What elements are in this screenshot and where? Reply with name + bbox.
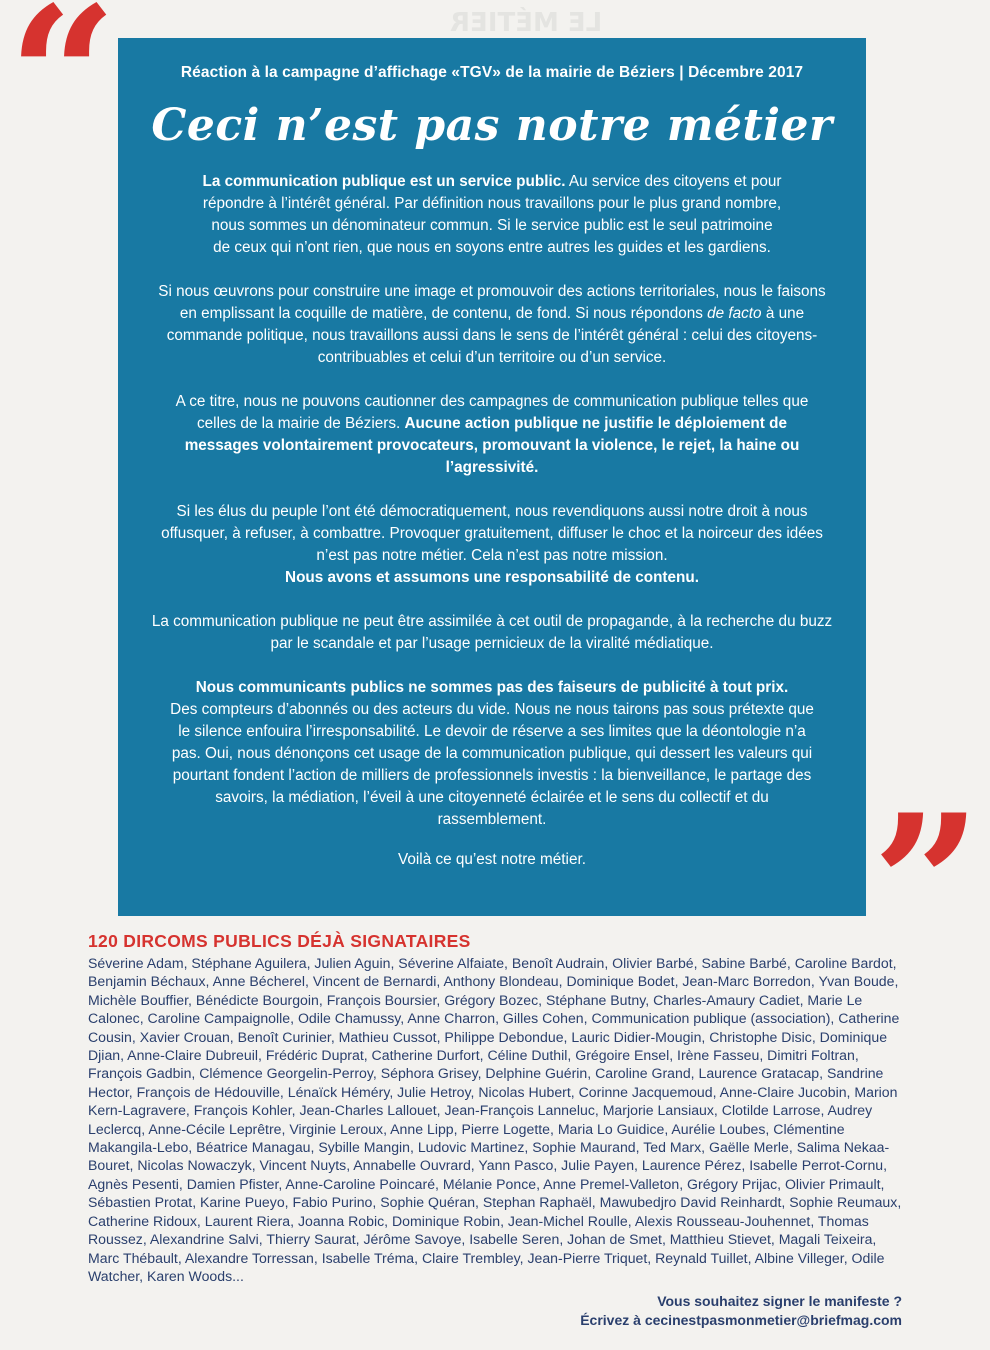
paragraph-1 bbox=[142, 171, 842, 259]
call-to-action bbox=[580, 1292, 902, 1330]
paragraph-5: La communication publique ne peut être assimilée à cet outil de propagande, à la recherche du buzz par le scandale et par l’usage pernicieux de la viralité médiatique. bbox=[151, 613, 833, 652]
paragraph-2-text-b: à une commande politique, nous travaillons aussi dans le sens de l’intérêt général : celui des citoyens-contribuables et celui d’un territoire ou d’un service. bbox=[166, 305, 818, 366]
manifesto-panel bbox=[118, 38, 866, 916]
signatories-list: Séverine Adam, Stéphane Aguilera, Julien Aguin, Séverine Alfaiate, Benoît Audrain, Olivier Barbé, Sabine Barbé, Caroline Bardot, Benjamin Béchaux, Anne Bécherel, Vincent de Bernardi, Anthony Blondeau, Dominique Bodet, Jean-Marc Borredon, Yvan Boude, Michèle Bouffier, Bénédicte Bourgoin, François Boursier, Grégory Bozec, Stéphane Butny, Charles-Amaury Cadiet, Marie Le Calonec, Caroline Campaignolle, Odile Chamussy, Anne Charron, Gilles Cohen, Communication publique (association), Catherine Cousin, Xavier Crouan, Benoît Curinier, Mathieu Cussot, Philippe Debondue, Lauric Didier-Mougin, Christophe Disic, Dominique Djian, Anne-Claire Dubreuil, Frédéric Duprat, Catherine Durfort, Céline Duthil, Grégoire Ensel, Irène Fasseu, Dimitri Foltran, François Gadbin, Clémence Georgelin-Perroy, Séphora Grisey, Delphine Guérin, Caroline Grand, Laurence Gratacap, Sandrine Hector, François de Hédouville, Lénaïck Héméry, Julie Hetroy, Nicolas Hubert, Corinne Jacquemoud, Anne-Claire Jucobin, Marion Kern-Lagravere, François Kohler, Jean-Charles Lallouet, Jean-François Lanneluc, Marjorie Lansiaux, Clotilde Larrose, Audrey Leclercq, Anne-Cécile Leprêtre, Virginie Leroux, Anne Lipp, Pierre Logette, Maria Lo Guidice, Aurélie Loubes, Clémentine Makangila-Lebo, Béatrice Managau, Sybille Mangin, Ludovic Martinez, Sophie Maurand, Ted Marx, Gaëlle Merle, Salima Nekaa-Bouret, Nicolas Nowaczyk, Vincent Nuyts, Annabelle Ouvrard, Yann Pasco, Julie Payen, Laurence Pérez, Isabelle Perrot-Cornu, Agnès Pesenti, Damien Pfister, Anne-Caroline Poincaré, Mélanie Ponce, Anne Premel-Valleton, Grégory Prijac, Olivier Primault, Sébastien Protat, Karine Pueyo, Fabio Purino, Sophie Quéran, Stephan Raphaël, Mawubedjro David Reinhardt, Sophie Reumaux, Catherine Ridoux, Laurent Riera, Joanna Robic, Dominique Robin, Jean-Michel Roulle, Alexis Rousseau-Jouhennet, Thomas Roussez, Alexandrine Salvi, Thierry Saurat, Jérôme Savoye, Isabelle Seren, Johan de Smet, Matthieu Stievet, Magali Teixeira, Marc Thébault, Alexandre Torressan, Isabelle Tréma, Claire Trembley, Jean-Pierre Triquet, Reynald Tuillet, Albine Villeger, Odile Watcher, Karen Woods... bbox=[88, 955, 902, 1284]
cta-email[interactable]: Écrivez à cecinestpasmonmetier@briefmag.com bbox=[580, 1312, 902, 1328]
paragraph-1-text: Au service des citoyens et pour répondre à l’intérêt général. Par définition nous travaillons pour le plus grand nombre, nous sommes un dénominateur commun. Si le service public est le seul patrimoine de ceux qui n’ont rien, que nous en soyons entre autres les guides et les gardiens. bbox=[202, 173, 782, 256]
paragraph-3-bold: Aucune action publique ne justifie le déploiement de messages volontairement provocateurs, promouvant la violence, le rejet, la haine ou l’agressivité. bbox=[184, 415, 800, 476]
paragraph-2 bbox=[142, 281, 842, 369]
paragraph-2-italic: de facto bbox=[707, 305, 762, 322]
cta-question: Vous souhaitez signer le manifeste ? bbox=[657, 1293, 902, 1309]
paragraph-3-text: A ce titre, nous ne pouvons cautionner des campagnes de communication publique telles que celles de la mairie de Béziers. bbox=[175, 393, 809, 432]
panel-subtitle: Réaction à la campagne d’affichage «TGV» de la mairie de Béziers | Décembre 2017 bbox=[180, 64, 804, 81]
signatories-heading: 120 DIRCOMS PUBLICS DÉJÀ SIGNATAIRES bbox=[88, 931, 471, 951]
open-quote-mark: “ bbox=[8, 0, 118, 188]
paragraph-6-bold: Nous communicants publics ne sommes pas des faiseurs de publicité à tout prix. bbox=[195, 679, 789, 696]
close-quote-mark: ” bbox=[872, 773, 982, 996]
paragraph-6-text: Des compteurs d’abonnés ou des acteurs du vide. Nous ne nous tairons pas sous prétexte que le silence enfouira l’irresponsabilité. Le devoir de réserve a ses limites que la déontologie n’a pas. Oui, nous dénonçons cet usage de la communication publique, qui dessert les valeurs qui pourtant fondent l’action de milliers de professionnels investis : la bienveillance, le partage des savoirs, la médiation, l’éveil à une citoyenneté éclairée et le sens du collectif et du rassemblement. bbox=[170, 701, 814, 828]
mirrored-header: LE MÉTIER bbox=[450, 8, 603, 38]
paragraph-4-bold: Nous avons et assumons une responsabilité de contenu. bbox=[285, 569, 699, 586]
paragraph-4-text: Si les élus du peuple l’ont été démocratiquement, nous revendiquons aussi notre droit à nous offusquer, à refuser, à combattre. Provoquer gratuitement, diffuser le choc et la noirceur des idées n’est pas notre métier. Cela n’est pas notre mission. bbox=[161, 503, 823, 564]
panel-title: Ceci n’est pas notre métier bbox=[151, 100, 833, 151]
paragraph-4 bbox=[142, 501, 842, 589]
paragraph-7: Voilà ce qu’est notre métier. bbox=[398, 851, 586, 868]
paragraph-6 bbox=[142, 677, 842, 831]
paragraph-1-lead: La communication publique est un service public. bbox=[202, 173, 566, 190]
paragraph-3 bbox=[142, 391, 842, 479]
paragraph-2-text-a: Si nous œuvrons pour construire une image et promouvoir des actions territoriales, nous le faisons en emplissant la coquille de matière, de contenu, de fond. Si nous répondons bbox=[158, 283, 826, 322]
